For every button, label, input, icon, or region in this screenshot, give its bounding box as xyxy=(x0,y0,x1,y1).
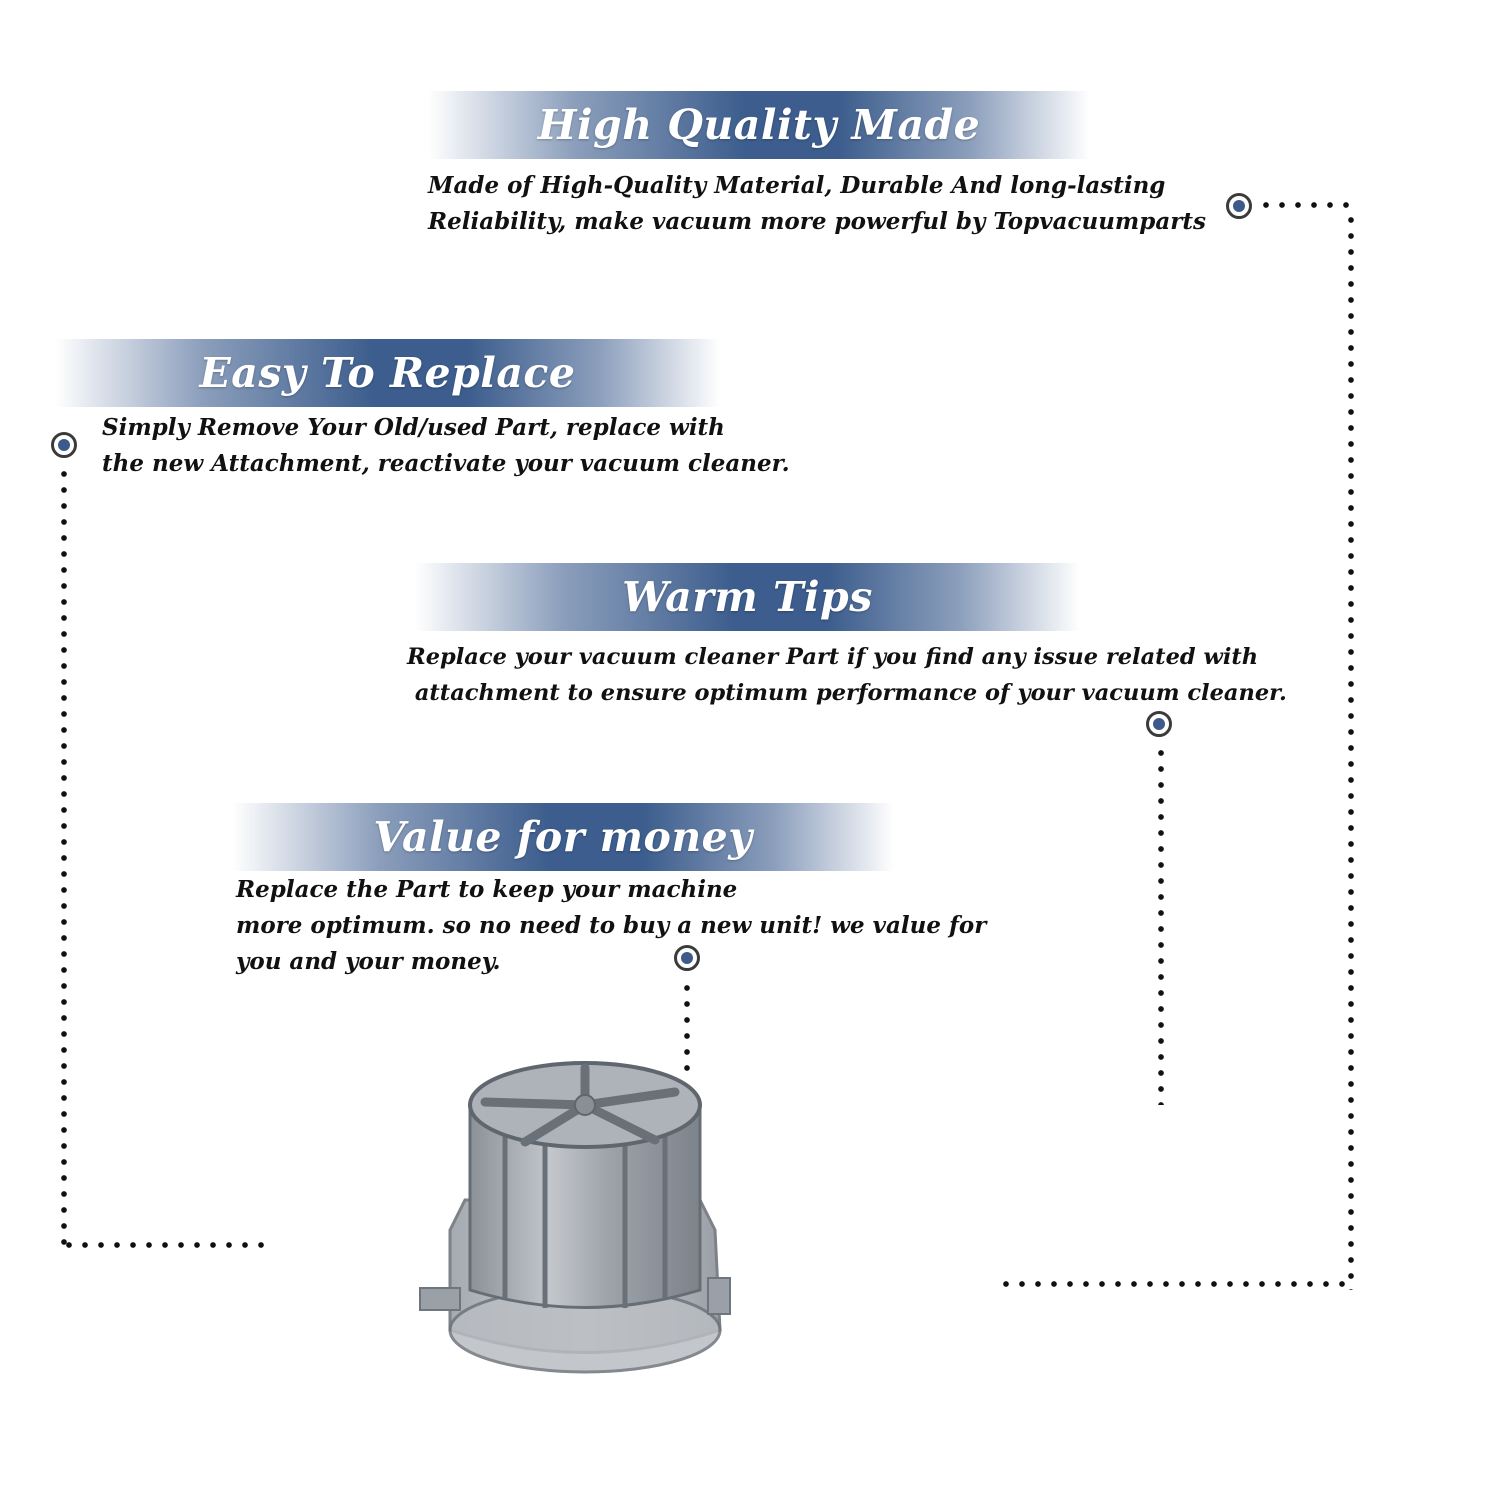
connector-line xyxy=(1158,745,1164,1105)
banner-value-money xyxy=(232,803,894,871)
connector-line xyxy=(61,1242,267,1248)
section-description xyxy=(236,872,986,980)
section-description xyxy=(102,410,790,482)
bullet-icon xyxy=(51,432,77,458)
bullet-icon xyxy=(1226,193,1252,219)
description-line: attachment to ensure optimum performance of your vacuum cleaner. xyxy=(407,680,1287,706)
banner-warm-tips xyxy=(415,563,1080,631)
banner-easy-replace xyxy=(55,339,720,407)
description-line: more optimum. so no need to buy a new unit! we value for xyxy=(236,912,987,939)
bullet-icon xyxy=(1146,711,1172,737)
section-description xyxy=(407,639,1287,711)
vacuum-part-image xyxy=(280,1030,1000,1430)
connector-line xyxy=(1348,212,1354,1290)
section-title: High Quality Made xyxy=(537,101,981,149)
section-title: Easy To Replace xyxy=(199,349,576,397)
description-line: the new Attachment, reactivate your vacuum cleaner. xyxy=(102,450,790,477)
connector-line xyxy=(998,1281,1354,1287)
section-title: Value for money xyxy=(373,813,753,861)
section-description xyxy=(428,168,1206,240)
description-line: Made of High-Quality Material, Durable And long-lasting xyxy=(428,172,1166,199)
connector-line xyxy=(61,466,67,1248)
connector-line xyxy=(1258,202,1354,208)
section-title: Warm Tips xyxy=(622,573,873,621)
description-line: you and your money. xyxy=(236,948,501,975)
description-line: Replace your vacuum cleaner Part if you find any issue related with xyxy=(407,644,1259,670)
bullet-icon xyxy=(674,945,700,971)
description-line: Replace the Part to keep your machine xyxy=(236,876,738,903)
description-line: Reliability, make vacuum more powerful by Topvacuumparts xyxy=(428,208,1206,235)
banner-high-quality xyxy=(428,91,1090,159)
description-line: Simply Remove Your Old/used Part, replace with xyxy=(102,414,725,441)
